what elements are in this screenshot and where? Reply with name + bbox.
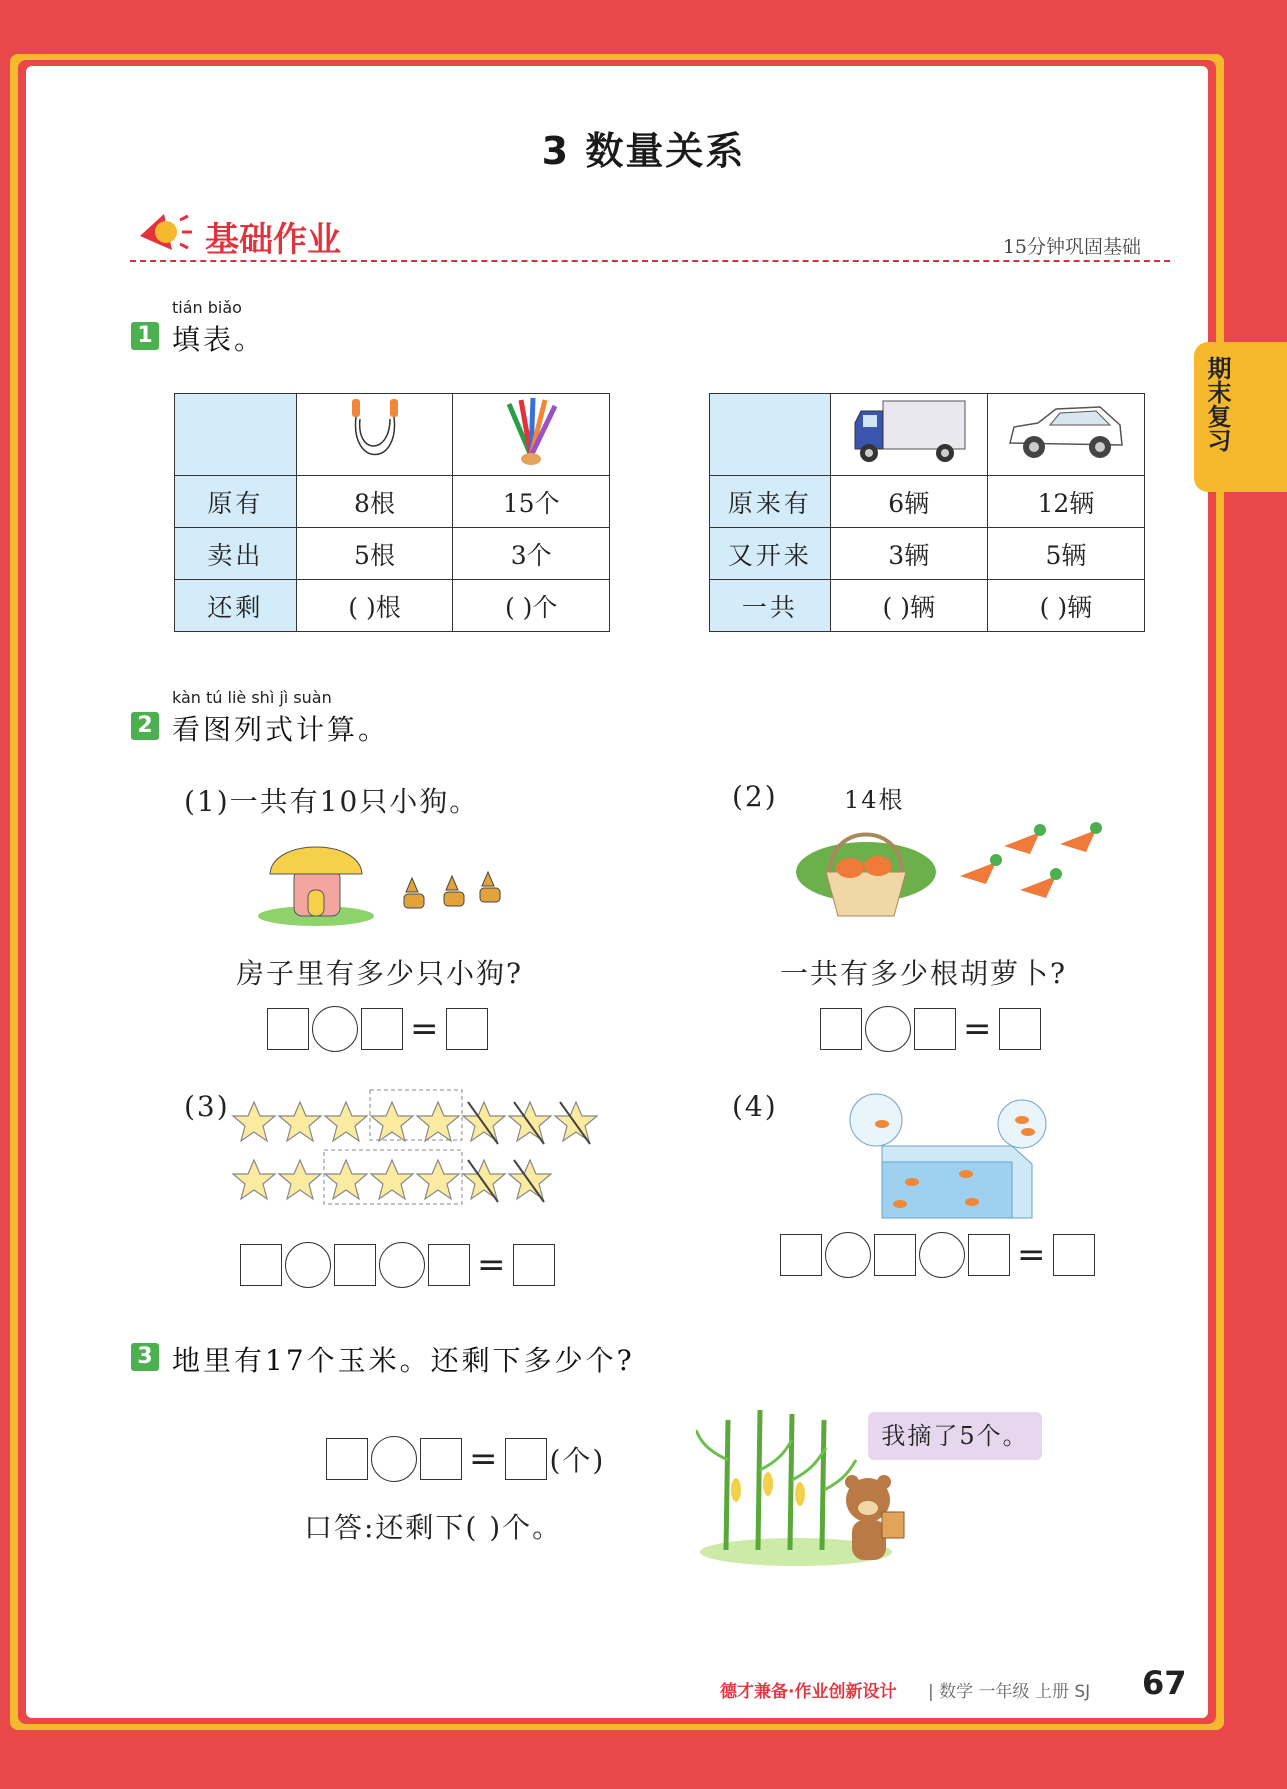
answer-box[interactable] <box>428 1244 470 1286</box>
answer-box[interactable] <box>420 1438 462 1480</box>
answer-box[interactable] <box>513 1244 555 1286</box>
speech-bubble: 我摘了5个。 <box>868 1412 1042 1460</box>
q3-oral-answer[interactable]: 口答:还剩下( )个。 <box>304 1511 563 1544</box>
mushroom-house-illustration <box>256 830 506 930</box>
car-cell <box>987 394 1144 476</box>
table-corner <box>710 394 831 476</box>
carrot-basket-illustration <box>790 812 1130 922</box>
table-cell: 3个 <box>453 528 610 580</box>
operator-circle[interactable] <box>865 1006 911 1052</box>
table-corner <box>175 394 297 476</box>
answer-blank[interactable]: ( )个 <box>453 580 610 632</box>
table-row-label: 原有 <box>175 476 297 528</box>
answer-box[interactable] <box>505 1438 547 1480</box>
shuttlecock-cell <box>453 394 610 476</box>
table-row-label: 卖出 <box>175 528 297 580</box>
q2-part2-note: 14根 <box>844 786 905 814</box>
car-icon <box>1004 399 1128 465</box>
answer-box[interactable] <box>1053 1234 1095 1276</box>
table-cell: 12辆 <box>987 476 1144 528</box>
table-cell: 5辆 <box>987 528 1144 580</box>
answer-blank[interactable]: ( )辆 <box>987 580 1144 632</box>
equals-sign: = <box>410 1009 439 1049</box>
q1-text: 填表。 <box>172 323 266 356</box>
q2-part4-equation <box>780 1232 1095 1278</box>
operator-circle[interactable] <box>825 1232 871 1278</box>
answer-blank[interactable]: ( )根 <box>296 580 453 632</box>
table-row-label: 原来有 <box>710 476 831 528</box>
q2-part4-label: (4) <box>732 1090 778 1123</box>
footer-brand: 德才兼备·作业创新设计 <box>720 1682 897 1702</box>
q2-part3-equation <box>240 1242 555 1288</box>
operator-circle[interactable] <box>312 1006 358 1052</box>
section-divider <box>130 260 1170 262</box>
truck-cell <box>830 394 987 476</box>
table-row-label: 又开来 <box>710 528 831 580</box>
jump-rope-cell <box>296 394 453 476</box>
answer-box[interactable] <box>999 1008 1041 1050</box>
q2-part3-label: (3) <box>184 1090 230 1123</box>
q2-part2-question: 一共有多少根胡萝卜? <box>780 957 1068 990</box>
operator-circle[interactable] <box>371 1436 417 1482</box>
equals-sign: = <box>477 1245 506 1285</box>
q2-number: 2 <box>131 712 159 740</box>
q3-equation <box>326 1436 605 1482</box>
q2-part1-equation <box>267 1006 488 1052</box>
equals-sign: = <box>963 1009 992 1049</box>
answer-box[interactable] <box>240 1244 282 1286</box>
operator-circle[interactable] <box>285 1242 331 1288</box>
answer-box[interactable] <box>267 1008 309 1050</box>
megaphone-icon <box>134 206 194 256</box>
q2-part2-label: (2) <box>732 780 778 813</box>
fish-tank-illustration <box>842 1090 1072 1220</box>
table-cell: 3辆 <box>830 528 987 580</box>
footer-info: | 数学 一年级 上册 SJ <box>928 1682 1091 1702</box>
equals-sign: = <box>1017 1235 1046 1275</box>
section-subtitle: 15分钟巩固基础 <box>1002 236 1141 258</box>
stars-illustration <box>228 1088 598 1218</box>
table-row-label: 还剩 <box>175 580 297 632</box>
side-tab[interactable] <box>1194 342 1287 492</box>
table-row-label: 一共 <box>710 580 831 632</box>
q3-text: 地里有17个玉米。还剩下多少个? <box>172 1344 635 1377</box>
answer-box[interactable] <box>914 1008 956 1050</box>
answer-box[interactable] <box>326 1438 368 1480</box>
q1-table-right <box>709 393 1145 632</box>
answer-box[interactable] <box>780 1234 822 1276</box>
truck-icon <box>849 397 969 467</box>
jump-rope-icon <box>340 397 410 467</box>
answer-box[interactable] <box>820 1008 862 1050</box>
shuttlecock-icon <box>501 396 561 468</box>
q1-pinyin: tián biǎo <box>172 298 242 317</box>
answer-blank[interactable]: ( )辆 <box>830 580 987 632</box>
unit-label: (个) <box>549 1444 606 1477</box>
q1-table-left <box>174 393 610 632</box>
section-title: 基础作业 <box>205 220 341 260</box>
q2-part1-question: 房子里有多少只小狗? <box>236 957 524 990</box>
q2-part1-label: (1)一共有10只小狗。 <box>184 785 480 818</box>
side-tab-label: 期末复习 <box>1203 356 1231 452</box>
table-cell: 8根 <box>296 476 453 528</box>
q2-text: 看图列式计算。 <box>172 713 390 746</box>
operator-circle[interactable] <box>919 1232 965 1278</box>
q2-part2-equation <box>820 1006 1041 1052</box>
operator-circle[interactable] <box>379 1242 425 1288</box>
answer-box[interactable] <box>874 1234 916 1276</box>
page-number: 67 <box>1142 1664 1187 1702</box>
q3-number: 3 <box>131 1343 159 1371</box>
table-cell: 6辆 <box>830 476 987 528</box>
table-cell: 15个 <box>453 476 610 528</box>
table-cell: 5根 <box>296 528 453 580</box>
equals-sign: = <box>469 1439 498 1479</box>
q1-number: 1 <box>131 322 159 350</box>
answer-box[interactable] <box>361 1008 403 1050</box>
page-title: 3 数量关系 <box>541 129 746 173</box>
answer-box[interactable] <box>968 1234 1010 1276</box>
q2-pinyin: kàn tú liè shì jì suàn <box>172 688 332 707</box>
answer-box[interactable] <box>334 1244 376 1286</box>
answer-box[interactable] <box>446 1008 488 1050</box>
